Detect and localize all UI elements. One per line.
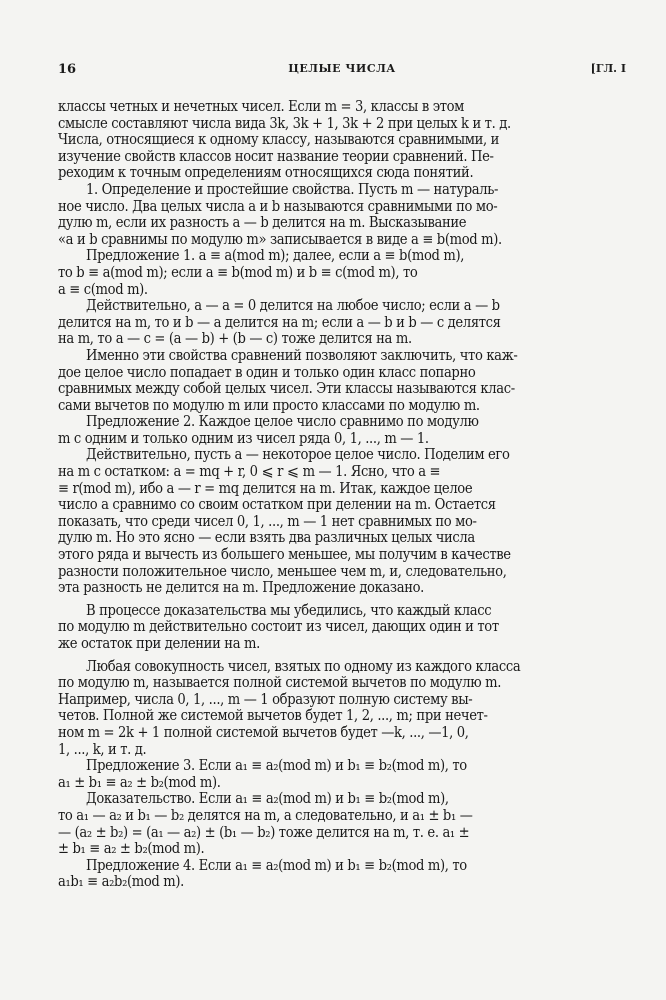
text-line: то a₁ — a₂ и b₁ — b₂ делятся на m, а следовательно, и a₁ ± b₁ — (58, 807, 473, 824)
text-line: классы четных и нечетных чисел. Если m = 3, классы в этом (58, 99, 465, 115)
text-line: четов. Полной же системой вычетов будет 1, 2, ..., m; при нечет- (58, 708, 488, 725)
text-line: a₁b₁ ≡ a₂b₂(mod m). (58, 874, 184, 891)
text-line: показать, что среди чисел 0, 1, ..., m — 1 нет сравнимых по мо- (58, 513, 477, 530)
text-line: m с одним и только одним из чисел ряда 0, 1, ..., m — 1. (58, 430, 429, 447)
text-line: дулю m, если их разность a — b делится на m. Высказывание (58, 215, 467, 232)
text-line: a₁ ± b₁ ≡ a₂ ± b₂(mod m). (58, 774, 221, 791)
text-line: Действительно, пусть a — некоторое целое число. Поделим его (86, 447, 510, 464)
body-text (58, 99, 618, 891)
text-line: на m, то a — c = (a — b) + (b — c) тоже делится на m. (58, 331, 412, 348)
proposition-line: Предложение 2. Каждое целое число сравнимо по модулю (86, 414, 479, 431)
text-line: — (a₂ ± b₂) = (a₁ — a₂) ± (b₁ — b₂) тоже делится на m, т. е. a₁ ± (58, 824, 470, 841)
text-line: сами вычетов по модулю m или просто классами по модулю m. (58, 397, 480, 414)
text-line: число a сравнимо со своим остатком при делении на m. Остается (58, 497, 496, 514)
text-line: на m с остатком: a = mq + r, 0 ⩽ r ⩽ m — 1. Ясно, что a ≡ (58, 464, 441, 481)
text-line: сравнимых между собой целых чисел. Эти классы называются клас- (58, 381, 515, 398)
running-title: ЦЕЛЫЕ ЧИСЛА (288, 62, 396, 75)
text-line: этого ряда и вычесть из большего меньшее, мы получим в качестве (58, 547, 511, 564)
text-line: «a и b сравнимы по модулю m» записывается в виде a ≡ b(mod m). (58, 231, 502, 248)
proposition-line: Предложение 4. Если a₁ ≡ a₂(mod m) и b₁ ≡ b₂(mod m), то (86, 857, 467, 874)
proposition-line: Предложение 3. Если a₁ ≡ a₂(mod m) и b₁ ≡ b₂(mod m), то (86, 758, 467, 775)
text-line: по модулю m, называется полной системой вычетов по модулю m. (58, 675, 502, 692)
text-line: то b ≡ a(mod m); если a ≡ b(mod m) и b ≡ c(mod m), то (58, 264, 418, 281)
section-heading-line: 1. Определение и простейшие свойства. Пусть m — натураль- (86, 181, 499, 198)
text-line: дое целое число попадает в один и только один класс попарно (58, 364, 476, 381)
text-line: ное число. Два целых числа a и b называются сравнимыми по мо- (58, 198, 498, 215)
text-line: В процессе доказательства мы убедились, что каждый класс (86, 602, 492, 619)
text-line: изучение свойств классов носит название теории сравнений. Пе- (58, 148, 494, 165)
text-line: ≡ r(mod m), ибо a — r = mq делится на m. Итак, каждое целое (58, 480, 473, 497)
running-header (58, 62, 626, 82)
text-line: Действительно, a — a = 0 делится на любое число; если a — b (86, 298, 500, 315)
proof-line: Доказательство. Если a₁ ≡ a₂(mod m) и b₁ ≡ b₂(mod m), (86, 791, 449, 808)
text-line: делится на m, то и b — a делится на m; если a — b и b — c делятся (58, 314, 501, 331)
proposition-line: Предложение 1. a ≡ a(mod m); далее, если a ≡ b(mod m), (86, 248, 465, 265)
text-line: смысле составляют числа вида 3k, 3k + 1, 3k + 2 при целых k и т. д. (58, 115, 511, 132)
text-line: ± b₁ ≡ a₂ ± b₂(mod m). (58, 841, 205, 858)
text-line: Любая совокупность чисел, взятых по одному из каждого класса (86, 658, 521, 675)
text-line: же остаток при делении на m. (58, 636, 260, 652)
text-line: по модулю m действительно состоит из чисел, дающих один и тот (58, 619, 499, 636)
chapter-label: [ГЛ. I (590, 62, 626, 75)
text-line: Числа, относящиеся к одному классу, называются сравнимыми, и (58, 132, 500, 149)
text-line: разности положительное число, меньшее чем m, и, следовательно, (58, 563, 507, 580)
text-line: ном m = 2k + 1 полной системой вычетов будет —k, ..., —1, 0, (58, 724, 469, 741)
text-line: эта разность не делится на m. Предложение доказано. (58, 580, 424, 597)
text-line: 1, ..., k, и т. д. (58, 741, 147, 758)
text-line: Например, числа 0, 1, ..., m — 1 образуют полную систему вы- (58, 691, 473, 708)
page-number: 16 (58, 62, 77, 77)
text-line: a ≡ c(mod m). (58, 281, 148, 298)
text-line: Именно эти свойства сравнений позволяют заключить, что каж- (86, 347, 518, 364)
text-line: реходим к точным определениям относящихся сюда понятий. (58, 165, 474, 182)
text-line: дулю m. Но это ясно — если взять два различных целых числа (58, 530, 475, 547)
